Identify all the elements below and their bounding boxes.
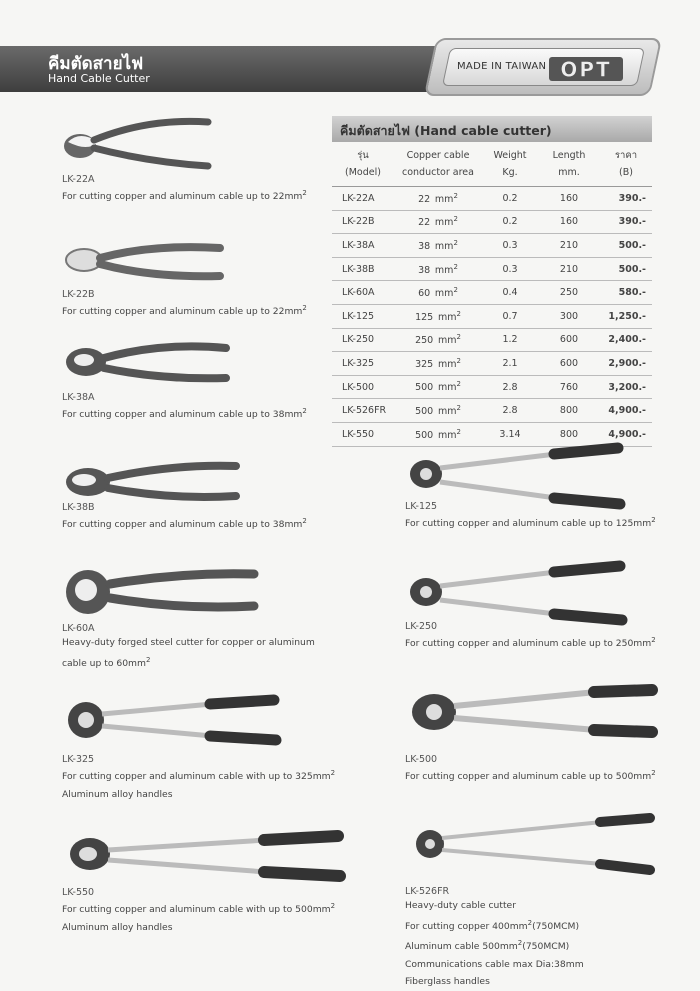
lk-38b-tool-image <box>62 458 242 508</box>
item-lk-500 <box>405 754 656 786</box>
table-row <box>332 187 652 211</box>
opt-logo <box>548 56 624 82</box>
item-description-line <box>405 897 584 915</box>
lk-60a-tool-image <box>62 566 262 618</box>
cell-model: LK-125 <box>332 304 394 328</box>
cell-price: 4,900.- <box>600 422 652 446</box>
column-header <box>482 142 538 187</box>
area-value: 325 <box>415 359 434 371</box>
table-row <box>332 399 652 423</box>
area-unit-sup: 2 <box>456 356 461 365</box>
item-description-line <box>62 403 307 424</box>
item-description-line <box>62 513 307 534</box>
cell-length: 210 <box>538 257 600 281</box>
cell-price: 1,250.- <box>600 304 652 328</box>
cell-model: LK-60A <box>332 281 394 305</box>
description-sup: 2 <box>651 516 656 524</box>
item-description-line <box>405 512 656 533</box>
cell-price: 390.- <box>600 210 652 234</box>
cell-length: 210 <box>538 234 600 258</box>
area-unit: mm <box>434 193 454 205</box>
description-sup: 2 <box>302 304 307 312</box>
area-unit-sup: 2 <box>453 215 458 224</box>
column-header-line1: ราคา <box>614 150 638 161</box>
item-description-line <box>62 786 335 804</box>
cell-weight: 2.8 <box>482 375 538 399</box>
description-text: For cutting copper and aluminum cable up to 125mm <box>405 518 652 530</box>
description-sup: 2 <box>302 189 307 197</box>
description-sup: 2 <box>302 407 307 415</box>
area-unit-sup: 2 <box>453 286 458 295</box>
description-sup: 2 <box>651 769 656 777</box>
item-model: LK-500 <box>405 754 438 765</box>
item-description-line <box>405 765 656 786</box>
area-unit: mm <box>434 288 454 300</box>
cell-weight: 0.2 <box>482 187 538 211</box>
cell-area <box>394 210 482 234</box>
table-title-bar <box>332 116 652 142</box>
item-description-line <box>62 652 315 673</box>
description-text: For cutting copper and aluminum cable up to 22mm <box>62 306 303 318</box>
cell-weight: 0.7 <box>482 304 538 328</box>
area-value: 500 <box>415 429 434 441</box>
area-value: 38 <box>418 264 431 276</box>
area-unit-sup: 2 <box>456 309 461 318</box>
table-row <box>332 304 652 328</box>
item-description-line <box>405 956 584 974</box>
item-model: LK-325 <box>62 754 95 765</box>
spec-table-header <box>332 142 652 187</box>
cell-price: 2,400.- <box>600 328 652 352</box>
table-row <box>332 257 652 281</box>
description-text: For cutting copper and aluminum cable with up to 500mm <box>62 904 331 916</box>
table-row <box>332 210 652 234</box>
area-unit-sup: 2 <box>456 427 461 436</box>
table-row <box>332 352 652 376</box>
area-value: 125 <box>415 311 434 323</box>
area-value: 500 <box>415 406 434 418</box>
description-text: For cutting copper and aluminum cable up to 38mm <box>62 519 303 531</box>
cell-weight: 1.2 <box>482 328 538 352</box>
cell-area <box>394 304 482 328</box>
description-sup: 2 <box>330 769 336 777</box>
item-description-line <box>62 765 335 786</box>
description-sup: 2 <box>517 939 523 948</box>
description-text: Aluminum alloy handles <box>62 921 173 933</box>
cell-length: 760 <box>538 375 600 399</box>
spec-table <box>332 142 652 447</box>
cell-model: LK-22A <box>332 187 394 211</box>
cell-model: LK-250 <box>332 328 394 352</box>
brand-text: OPT <box>560 57 612 82</box>
column-header-line1: รุ่น <box>357 150 369 161</box>
area-unit: mm <box>434 217 454 229</box>
area-value: 22 <box>418 217 431 229</box>
column-header <box>394 142 482 187</box>
cell-length: 800 <box>538 422 600 446</box>
lk-325-tool-image <box>62 690 282 752</box>
cell-area <box>394 257 482 281</box>
cell-model: LK-38A <box>332 234 394 258</box>
description-sup: 2 <box>651 636 656 644</box>
cell-length: 600 <box>538 328 600 352</box>
item-model: LK-526FR <box>405 886 450 897</box>
description-sup: 2 <box>145 655 151 664</box>
area-unit: mm <box>437 311 457 323</box>
item-description-line <box>405 632 656 653</box>
cell-model: LK-22B <box>332 210 394 234</box>
column-header-line1: Length <box>552 150 586 161</box>
description-text: For cutting copper and aluminum cable with up to 325mm <box>62 771 331 783</box>
cell-length: 250 <box>538 281 600 305</box>
cell-length: 300 <box>538 304 600 328</box>
column-header-line2: (Model) <box>345 167 381 178</box>
description-suffix: (750MCM) <box>522 941 570 953</box>
description-suffix: (750MCM) <box>532 920 580 932</box>
cell-area <box>394 187 482 211</box>
area-unit-sup: 2 <box>456 380 461 389</box>
item-lk-38b <box>62 502 307 534</box>
lk-526fr-tool-image <box>412 812 656 876</box>
cell-length: 800 <box>538 399 600 423</box>
item-lk-60a <box>62 623 315 672</box>
item-lk-250 <box>405 621 656 653</box>
table-row <box>332 328 652 352</box>
description-sup: 2 <box>302 517 307 525</box>
cell-weight: 0.4 <box>482 281 538 305</box>
description-text: Heavy-duty forged steel cutter for copper or aluminum <box>62 637 315 648</box>
cell-price: 2,900.- <box>600 352 652 376</box>
cell-length: 600 <box>538 352 600 376</box>
description-text: Aluminum alloy handles <box>62 788 173 800</box>
item-description-line <box>62 919 335 937</box>
cell-area <box>394 352 482 376</box>
cell-price: 4,900.- <box>600 399 652 423</box>
column-header-line2: mm. <box>558 167 580 178</box>
cell-model: LK-526FR <box>332 399 394 423</box>
area-unit: mm <box>437 406 457 418</box>
cell-weight: 0.2 <box>482 210 538 234</box>
area-unit-sup: 2 <box>453 262 458 271</box>
area-unit-sup: 2 <box>453 191 458 200</box>
area-value: 60 <box>418 288 431 300</box>
area-unit: mm <box>437 429 457 441</box>
table-row <box>332 375 652 399</box>
description-text: Heavy-duty cable cutter <box>405 900 516 911</box>
cell-price: 500.- <box>600 234 652 258</box>
cell-area <box>394 399 482 423</box>
lk-500-tool-image <box>406 682 662 746</box>
description-text: For cutting copper and aluminum cable up to 500mm <box>405 771 652 783</box>
item-description-line <box>62 185 307 206</box>
cell-length: 160 <box>538 187 600 211</box>
item-lk-325 <box>62 754 335 803</box>
cell-price: 580.- <box>600 281 652 305</box>
item-description-line <box>62 300 307 321</box>
cell-weight: 3.14 <box>482 422 538 446</box>
description-text: Fiberglass handles <box>405 976 490 988</box>
description-sup: 2 <box>330 902 336 910</box>
item-model: LK-22A <box>62 174 95 185</box>
area-unit: mm <box>437 359 457 371</box>
cell-area <box>394 234 482 258</box>
area-value: 500 <box>415 382 434 394</box>
cell-weight: 2.8 <box>482 399 538 423</box>
description-text: For cutting copper 400mm <box>405 920 528 932</box>
cell-model: LK-38B <box>332 257 394 281</box>
area-value: 22 <box>418 193 431 205</box>
area-unit-sup: 2 <box>456 333 461 342</box>
column-header-line2: conductor area <box>402 167 474 178</box>
item-lk-38a <box>62 392 307 424</box>
column-header-line2: (B) <box>619 167 633 178</box>
description-text: For cutting copper and aluminum cable up to 250mm <box>405 638 652 650</box>
description-text: For cutting copper and aluminum cable up to 22mm <box>62 191 303 203</box>
cell-weight: 2.1 <box>482 352 538 376</box>
page-title-english: Hand Cable Cutter <box>48 72 150 85</box>
column-header <box>332 142 394 187</box>
spec-table-body <box>332 187 652 447</box>
item-description-line <box>62 634 315 652</box>
cell-price: 3,200.- <box>600 375 652 399</box>
item-lk-550 <box>62 887 335 936</box>
area-unit: mm <box>434 264 454 276</box>
item-description-line <box>405 915 584 936</box>
area-unit: mm <box>437 382 457 394</box>
item-model: LK-22B <box>62 289 95 300</box>
item-lk-22a <box>62 174 307 206</box>
cell-model: LK-325 <box>332 352 394 376</box>
area-value: 38 <box>418 241 431 253</box>
description-text: cable up to 60mm <box>62 657 146 669</box>
cell-area <box>394 281 482 305</box>
item-model: LK-550 <box>62 887 95 898</box>
cell-price: 390.- <box>600 187 652 211</box>
description-text: For cutting copper and aluminum cable up to 38mm <box>62 409 303 421</box>
description-sup: 2 <box>527 918 533 927</box>
cell-area <box>394 375 482 399</box>
cell-weight: 0.3 <box>482 234 538 258</box>
item-description-line <box>405 973 584 991</box>
page-title-thai: คีมตัดสายไฟ <box>48 54 144 74</box>
area-unit: mm <box>434 241 454 253</box>
item-lk-125 <box>405 501 656 533</box>
area-unit-sup: 2 <box>453 238 458 247</box>
column-header <box>600 142 652 187</box>
cell-price: 500.- <box>600 257 652 281</box>
lk-550-tool-image <box>66 828 346 884</box>
cell-model: LK-550 <box>332 422 394 446</box>
description-text: Aluminum cable 500mm <box>405 941 518 953</box>
cell-weight: 0.3 <box>482 257 538 281</box>
item-description-line <box>405 935 584 956</box>
column-header <box>538 142 600 187</box>
column-header-line1: Copper cable <box>406 150 470 161</box>
lk-22b-tool-image <box>62 238 227 288</box>
lk-38a-tool-image <box>62 338 232 388</box>
table-row <box>332 234 652 258</box>
lk-22a-tool-image <box>58 112 218 172</box>
item-model: LK-250 <box>405 621 438 632</box>
cell-length: 160 <box>538 210 600 234</box>
column-header-line1: Weight <box>493 150 527 161</box>
item-lk-526fr <box>405 886 584 991</box>
cell-model: LK-500 <box>332 375 394 399</box>
item-description-line <box>62 898 335 919</box>
area-value: 250 <box>415 335 434 347</box>
item-model: LK-38B <box>62 502 95 513</box>
item-model: LK-125 <box>405 501 438 512</box>
column-header-line2: Kg. <box>502 167 518 178</box>
cell-area <box>394 328 482 352</box>
made-in-label: MADE IN TAIWAN <box>457 61 547 72</box>
item-lk-22b <box>62 289 307 321</box>
area-unit: mm <box>437 335 457 347</box>
item-model: LK-38A <box>62 392 95 403</box>
lk-250-tool-image <box>406 558 636 628</box>
table-title: คีมตัดสายไฟ (Hand cable cutter) <box>340 123 552 138</box>
item-model: LK-60A <box>62 623 95 634</box>
table-row <box>332 281 652 305</box>
description-text: Communications cable max Dia:38mm <box>405 958 584 970</box>
area-unit-sup: 2 <box>456 404 461 413</box>
